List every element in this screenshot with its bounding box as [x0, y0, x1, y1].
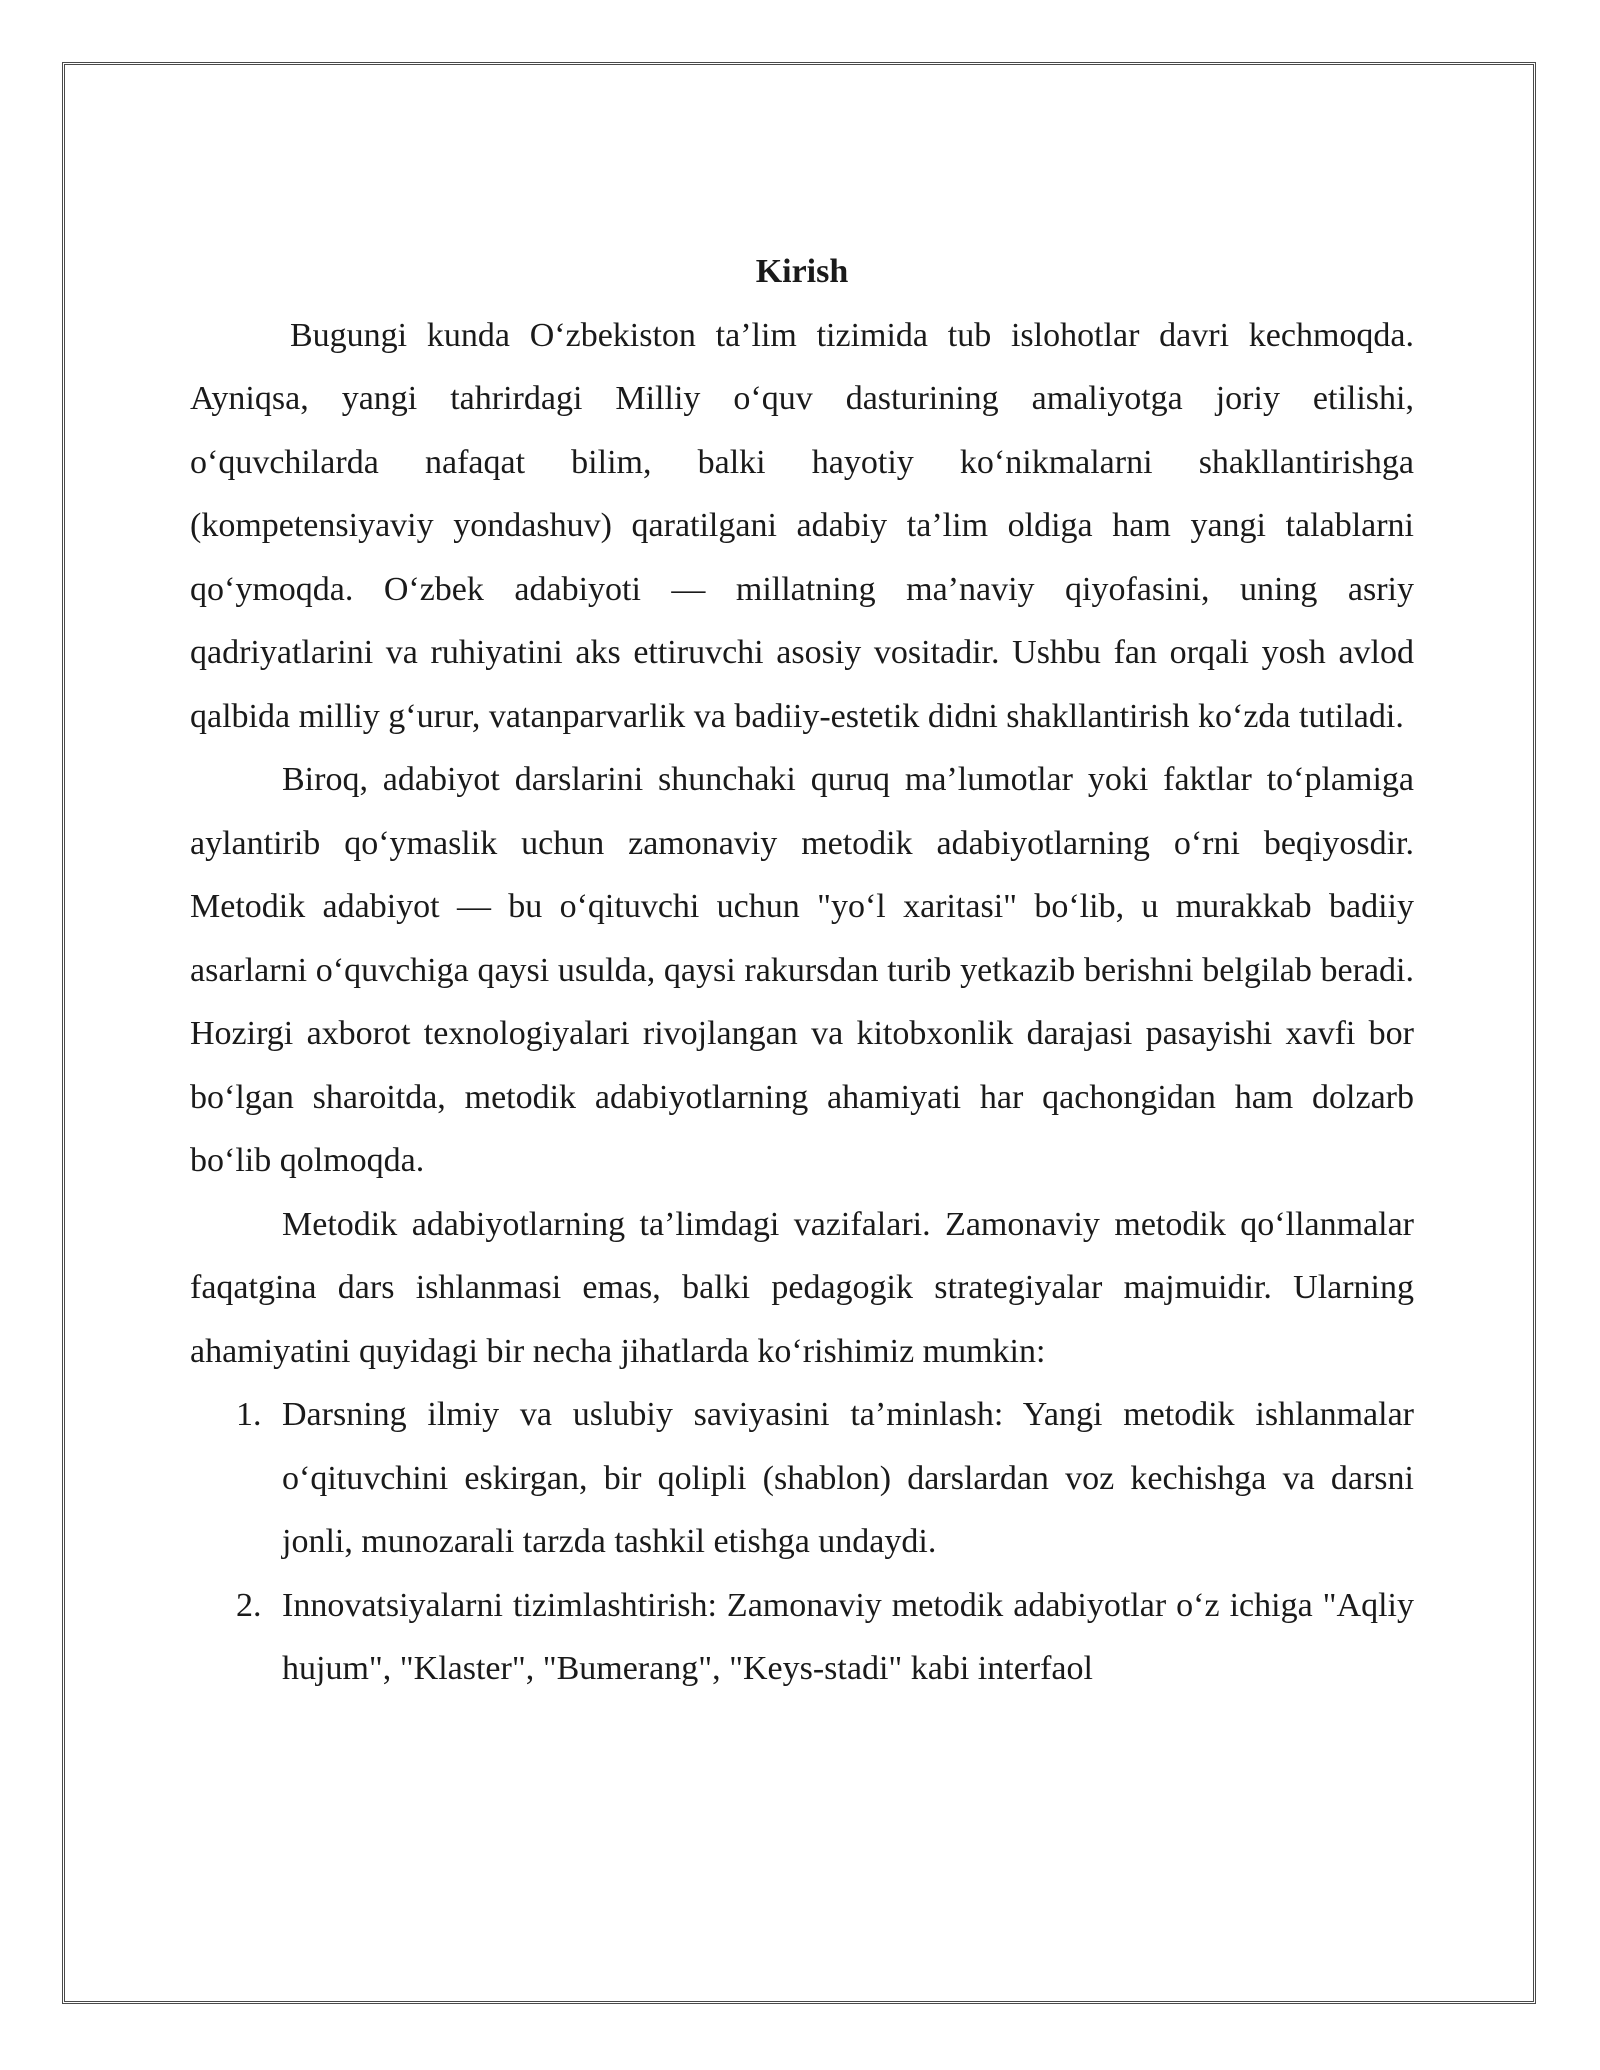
list-item-text: Darsning ilmiy va uslubiy saviyasini ta’minlash: Yangi metodik ishlanmalar o‘qituvchini eskirgan, bir qolipli (shablon) darslardan voz kechishga va darsni jonli, munozarali tarzda tashkil etishga undaydi. [282, 1396, 1414, 1560]
paragraph-3: Metodik adabiyotlarning ta’limdagi vazifalari. Zamonaviy metodik qo‘llanmalar faqatgina dars ishlanmasi emas, balki pedagogik strategiyalar majmuidir. Ularning ahamiyatini quyidagi bir necha jihatlarda ko‘rishimiz mumkin: [190, 1205, 1414, 1370]
paragraph-1: Bugungi kunda O‘zbekiston ta’lim tizimida tub islohotlar davri kechmoqda. Ayniqsa, yangi tahrirdagi Milliy o‘quv dasturining amaliyotga joriy etilishi, o‘quvchilarda nafaqat bilim, balki hayotiy ko‘nikmalarni shakllantirishga (kompetensiyaviy yondashuv) qaratilgani adabiy ta’lim oldiga ham yangi talablarni qo‘ymoqda. O‘zbek adabiyoti — millatning ma’naviy qiyofasini, uning asriy qadriyatlarini va ruhiyatini aks ettiruvchi asosiy vositadir. Ushbu fan orqali yosh avlod qalbida milliy g‘urur, vatanparvarlik va badiiy-estetik didni shakllantirish ko‘zda tutiladi. [190, 316, 1414, 735]
list-item-1 [190, 1383, 1414, 1574]
document-body [190, 240, 1414, 1701]
document-title: Kirish [755, 253, 849, 290]
list-number: 1. [236, 1396, 262, 1433]
paragraph-2: Biroq, adabiyot darslarini shunchaki quruq ma’lumotlar yoki faktlar to‘plamiga aylantirib qo‘ymaslik uchun zamonaviy metodik adabiyotlarning o‘rni beqiyosdir. Metodik adabiyot — bu o‘qituvchi uchun "yo‘l xaritasi" bo‘lib, u murakkab badiiy asarlarni o‘quvchiga qaysi usulda, qaysi rakursdan turib yetkazib berishni belgilab beradi. Hozirgi axborot texnologiyalari rivojlangan va kitobxonlik darajasi pasayishi xavfi bor bo‘lgan sharoitda, metodik adabiyotlarning ahamiyati har qachongidan ham dolzarb bo‘lib qolmoqda. [190, 761, 1414, 1179]
list-number: 2. [236, 1586, 262, 1624]
list-item-2 [190, 1574, 1414, 1701]
numbered-list [190, 1383, 1414, 1701]
list-item-text: Innovatsiyalarni tizimlashtirish: Zamonaviy metodik adabiyotlar o‘z ichiga "Aqliy hujum", "Klaster", "Bumerang", "Keys-stadi" kabi interfaol [282, 1586, 1414, 1687]
